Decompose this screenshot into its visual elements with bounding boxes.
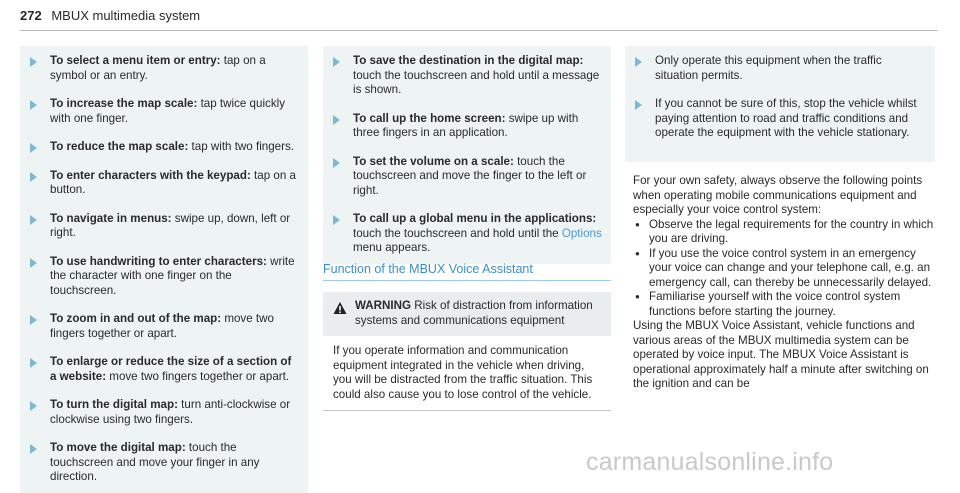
warning-head: Risk of distraction from information systems and communications equipment <box>355 299 593 327</box>
options-link[interactable]: Options <box>561 226 602 240</box>
arrow-icon <box>30 444 37 454</box>
arrow-icon <box>30 172 37 182</box>
section-title: Function of the MBUX Voice Assistant <box>323 262 611 281</box>
header-rule <box>20 30 938 31</box>
step-item: To call up a global menu in the applications: touch the touchscreen and hold until the Options menu appears. <box>353 212 603 256</box>
step-item: To save the destination in the digital map: touch the touchscreen and hold until a message is shown. <box>353 54 603 98</box>
list-item: ● Observe the legal requirements for the country in which you are driving. <box>633 218 938 247</box>
step-item: To zoom in and out of the map: move two fingers together or apart. <box>50 312 300 341</box>
warning-box <box>323 292 611 411</box>
arrow-icon <box>333 158 340 168</box>
arrow-icon <box>333 57 340 67</box>
arrow-icon <box>30 401 37 411</box>
step-item: To enlarge or reduce the size of a section of a website: move two fingers together or apart. <box>50 355 300 384</box>
arrow-icon <box>30 57 37 67</box>
step-item: To call up the home screen: swipe up with three fingers in an application. <box>353 112 603 141</box>
step-item: To move the digital map: touch the touchscreen and move your finger in any direction. <box>50 441 300 485</box>
page-number: 272 <box>20 8 42 23</box>
step-item: To reduce the map scale: tap with two fingers. <box>50 140 300 155</box>
warning-steps <box>625 46 935 162</box>
arrow-icon <box>635 100 642 110</box>
arrow-icon <box>30 358 37 368</box>
gesture-list-1 <box>20 46 308 493</box>
list-item: ● Familiarise yourself with the voice control system functions before starting the journey. <box>633 290 938 319</box>
arrow-icon <box>333 115 340 125</box>
intro-paragraph: For your own safety, always observe the following points when operating mobile communications equipment and especially your voice control system: <box>633 174 923 216</box>
step-item: To set the volume on a scale: touch the touchscreen and move the finger to the left or right. <box>353 155 603 199</box>
warning-body: If you operate information and communication equipment integrated in the vehicle when driving, you will be distracted from the traffic situation. This could also cause you to lose control of the vehicle. <box>333 344 593 401</box>
arrow-icon <box>30 215 37 225</box>
step-item: To increase the map scale: tap twice quickly with one finger. <box>50 97 300 126</box>
arrow-icon <box>30 143 37 153</box>
arrow-icon <box>30 258 37 268</box>
list-item: ● If you use the voice control system in an emergency your voice can change and your telephone call, e.g. an emergency call, can thereby be unnecessarily delayed. <box>633 247 938 291</box>
step-item: To turn the digital map: turn anti-clockwise or clockwise using two fingers. <box>50 398 300 427</box>
warning-label: WARNING <box>355 299 412 312</box>
outro-paragraph: Using the MBUX Voice Assistant, vehicle functions and various areas of the MBUX multimedia system can be operated by voice input. The MBUX Voice Assistant is operational approximately half a minute after switching on the ignition and can be <box>633 319 929 390</box>
step-item: To use handwriting to enter characters: write the character with one finger on the touchscreen. <box>50 255 300 299</box>
warning-icon <box>333 301 347 315</box>
step-item: If you cannot be sure of this, stop the vehicle whilst paying attention to road and traffic conditions and operate the equipment with the vehicle stationary. <box>655 97 927 141</box>
page-header <box>20 8 200 23</box>
watermark: carmanualsonline.info <box>586 448 834 476</box>
arrow-icon <box>30 100 37 110</box>
arrow-icon <box>635 57 642 67</box>
gesture-list-2 <box>323 46 611 264</box>
arrow-icon <box>30 315 37 325</box>
page-title: MBUX multimedia system <box>51 8 201 23</box>
step-item: Only operate this equipment when the traffic situation permits. <box>655 54 927 83</box>
step-item: To navigate in menus: swipe up, down, left or right. <box>50 212 300 241</box>
step-item: To select a menu item or entry: tap on a symbol or an entry. <box>50 54 300 83</box>
voice-assistant-text <box>633 174 938 392</box>
step-item: To enter characters with the keypad: tap on a button. <box>50 169 300 198</box>
arrow-icon <box>333 215 340 225</box>
